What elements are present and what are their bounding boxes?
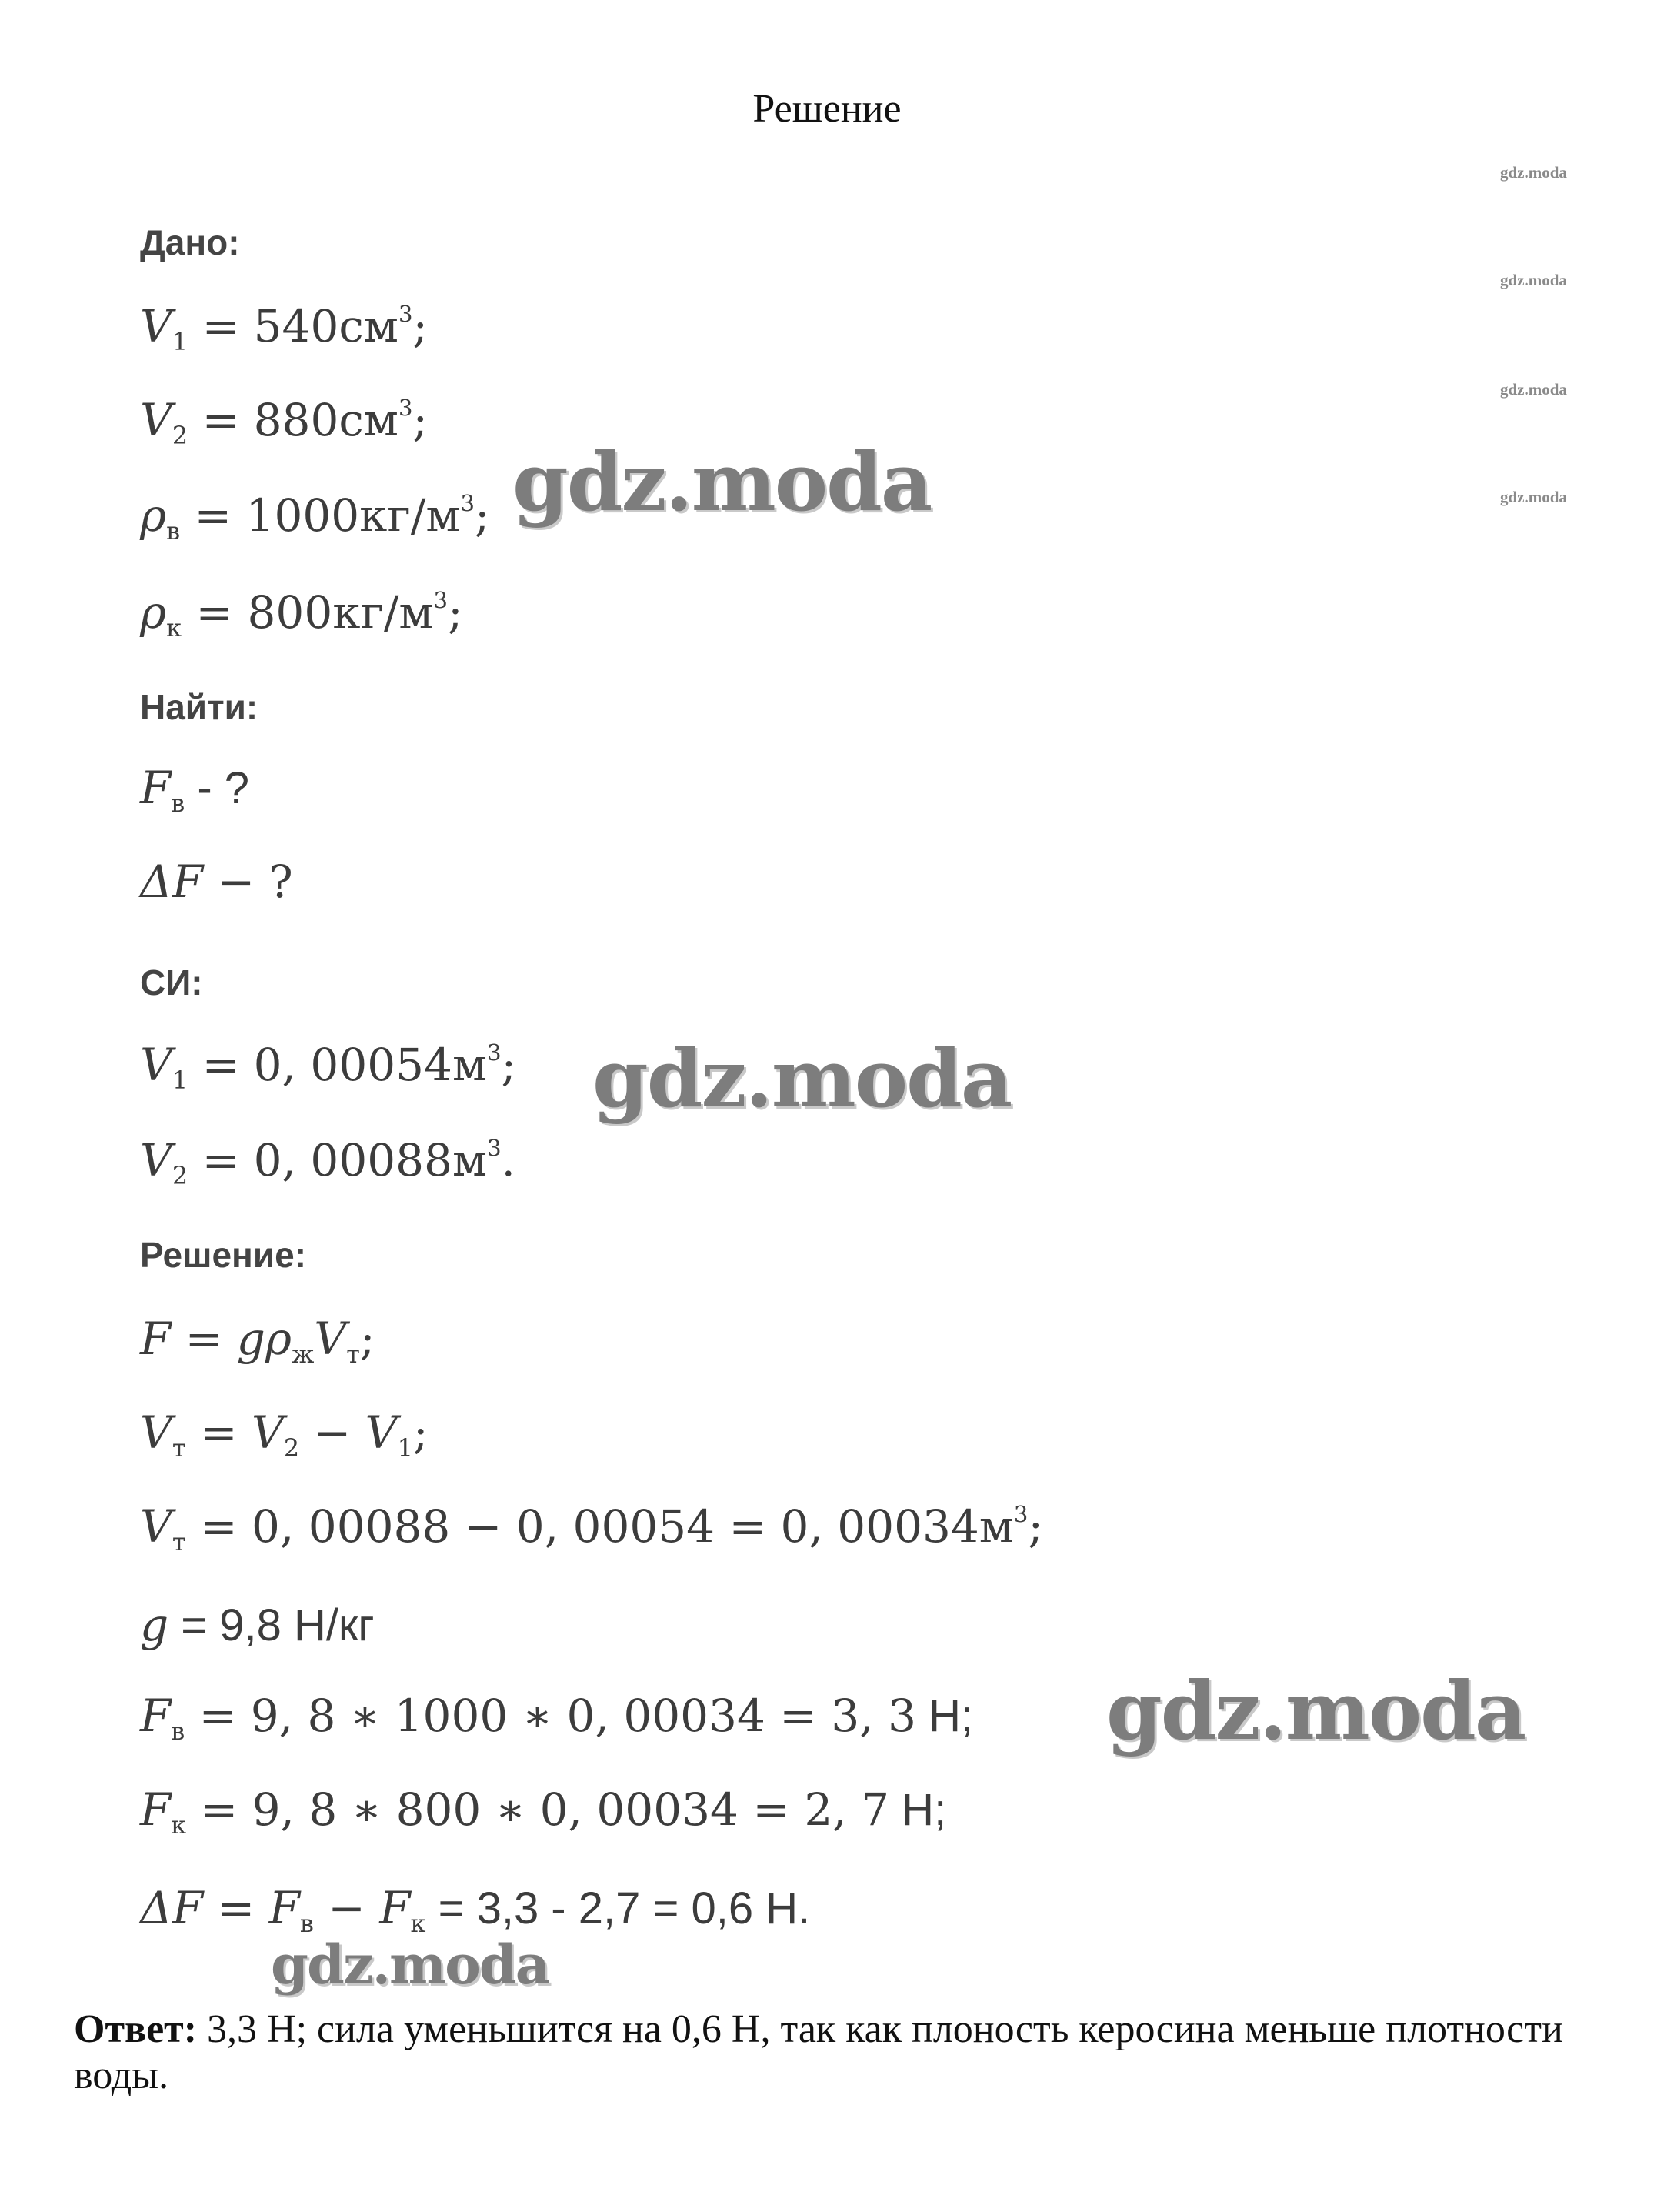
given-rho-water: $\rho_в = 1000кг/м^3$; (140, 489, 490, 546)
answer-text: 3,3 Н; сила уменьшится на 0,6 Н, так как плоность керосина меньше плотности воды. (74, 2007, 1563, 2097)
watermark-big: gdz.moda (592, 1031, 1012, 1126)
solution-line-2: $V_т = V_2 - V_1$; (140, 1406, 429, 1463)
given-rho-kerosene: $\rho_к = 800кг/м^3$; (140, 586, 463, 643)
watermark-small: gdz.moda (1500, 163, 1567, 182)
page-title: Решение (752, 87, 902, 131)
solution-line-5: $F_в = 9$, 8 ∗ 1000 ∗ 0, 00034 = 3, 3 Н; (140, 1690, 974, 1747)
si-v2: $V_2 = 0$, $00088м^3$. (140, 1134, 515, 1191)
watermark-small: gdz.moda (1500, 271, 1567, 289)
given-v2: $V_2 = 880см^3$; (140, 394, 428, 451)
watermark-big: gdz.moda (1106, 1663, 1526, 1758)
solution-line-3: $V_т = 0$, 00088 − 0, 00054 = 0, $00034м^3$; (140, 1500, 1043, 1557)
solution-line-7: $\Delta F = F_в - F_к = 3,3 - 2,7 = 0,6$ Н. (140, 1882, 811, 1939)
watermark-big: gdz.moda (271, 1933, 549, 1997)
find-heading: Найти: (140, 687, 258, 727)
find-f: $F_в$ - ? (140, 762, 250, 819)
answer (74, 2007, 1597, 2099)
solution-line-1: $F = g\rho_жV_т$; (140, 1313, 375, 1370)
watermark-small: gdz.moda (1500, 380, 1567, 399)
answer-label: Ответ: (74, 2007, 198, 2051)
watermark-big: gdz.moda (512, 435, 932, 529)
find-delta-f: ΔF − ? (140, 856, 293, 908)
si-heading: СИ: (140, 963, 203, 1003)
watermark-small: gdz.moda (1500, 488, 1567, 506)
solution-line-6: $F_к = 9$, 8 ∗ 800 ∗ 0, 00034 = 2, 7 Н; (140, 1783, 947, 1840)
given-heading: Дано: (140, 222, 240, 262)
solution-line-4: g = 9,8 Н/кг (140, 1599, 375, 1651)
si-v1: $V_1 = 0$, $00054м^3$; (140, 1039, 517, 1096)
given-v1: $V_1 = 540см^3$; (140, 300, 428, 357)
solution-heading: Решение: (140, 1235, 307, 1275)
